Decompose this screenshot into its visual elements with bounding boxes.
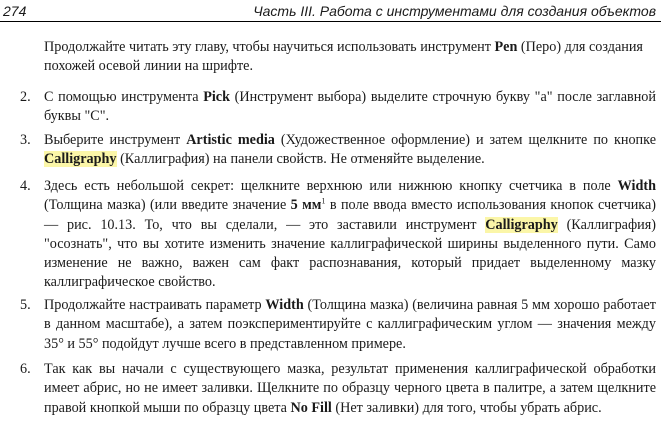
footnote-marker: 1 bbox=[321, 196, 326, 206]
list-number: 5. bbox=[20, 297, 31, 313]
term-calligraphy-highlight: Calligraphy bbox=[44, 151, 117, 168]
list-item-2 bbox=[20, 88, 656, 127]
list-item-6 bbox=[20, 360, 656, 418]
list-item-5 bbox=[20, 296, 656, 354]
list-number: 3. bbox=[20, 132, 31, 148]
chapter-title: Часть III. Работа с инструментами для создания объектов bbox=[253, 3, 656, 19]
page-number: 274 bbox=[3, 3, 27, 19]
list-item-3 bbox=[20, 131, 656, 170]
header-rule bbox=[0, 21, 661, 22]
intro-paragraph: Продолжайте читать эту главу, чтобы научиться использовать инструмент Pen (Перо) для создания похожей осевой линии на шрифте. bbox=[44, 39, 643, 74]
term-pen: Pen bbox=[494, 39, 518, 55]
term-pick: Pick bbox=[203, 89, 230, 105]
term-no-fill: No Fill bbox=[290, 399, 332, 416]
list-text: Продолжайте настраивать параметр Width (Толщина мазка) (величина равная 5 мм хорошо работает в данном масштабе), а затем поэкспериментируйте с каллиграфическим углом — значения между 35° и 55° подойдут лучше всего в представленном примере. bbox=[44, 297, 656, 352]
value-5mm: 5 мм bbox=[290, 197, 322, 214]
page-header bbox=[0, 0, 661, 23]
list-text: Выберите инструмент Artistic media (Художественное оформление) и затем щелкните по кнопке Calligraphy (Каллиграфия) на панели свойств. Не отменяйте выделение. bbox=[44, 132, 656, 168]
term-width: Width bbox=[265, 297, 304, 313]
list-text: Здесь есть небольшой секрет: щелкните верхнюю или нижнюю кнопку счетчика в поле Width (Толщина мазка) (или введите значение 5 $мм^1$ в поле ввода вместо использования кнопок счетчика) — рис. 10.13. То, что вы сделали, — это заставили инструмент Calligraphy (Каллиграфия) "осознать", что вы хотите изменить значение каллиграфической ширины выделенного пути. Само изменение не важно, важен сам факт распознавания, который придает выделенному мазку каллиграфическое свойство. bbox=[44, 178, 657, 291]
list-number: 6. bbox=[20, 361, 31, 377]
list-item-4 bbox=[20, 177, 656, 293]
term-calligraphy-highlight: Calligraphy bbox=[485, 216, 558, 233]
term-artistic-media: Artistic media bbox=[186, 132, 275, 148]
list-number: 4. bbox=[20, 178, 31, 194]
list-number: 2. bbox=[20, 89, 31, 105]
term-width: Width bbox=[617, 178, 656, 194]
list-text: С помощью инструмента Pick (Инструмент выбора) выделите строчную букву "а" после заглавной буквы "С". bbox=[44, 89, 656, 125]
list-text: Так как вы начали с существующего мазка, результат применения каллиграфической обработки имеет абрис, но не имеет заливки. Щелкните по образцу черного цвета в палитре, а затем щелкните правой кнопкой мыши по образцу цвета No Fill (Нет заливки) для того, чтобы убрать абрис. bbox=[44, 361, 656, 416]
